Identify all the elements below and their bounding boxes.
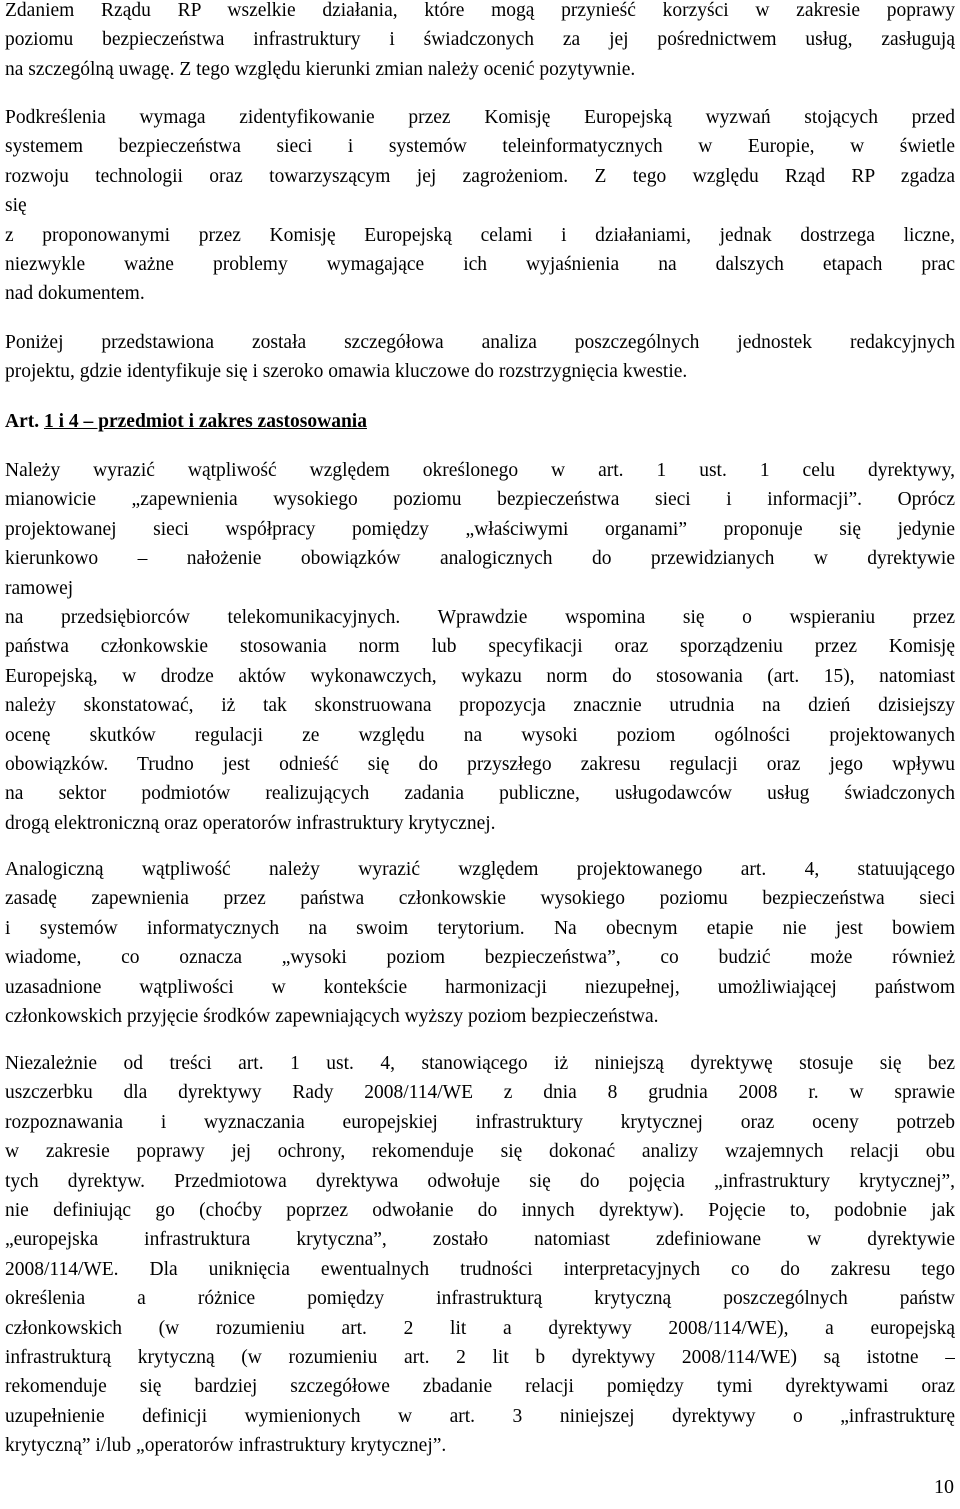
text-line: na szczególną uwagę. Z tego względu kierunki zmian należy ocenić pozytywnie.	[5, 58, 636, 80]
heading-prefix: Art.	[5, 411, 40, 432]
text-line: obowiązków. Trudno jest odnieść się do przyszłego zakresu regulacji oraz jego wpływu	[5, 754, 955, 776]
paragraph-critical-infrastructure	[5, 1049, 955, 1461]
text-line: kierunkowo – nałożenie obowiązków analogicznych do przewidzianych w dyrektywie	[5, 548, 955, 570]
text-line: Analogiczną wątpliwość należy wyrazić względem projektowanego art. 4, statuującego	[5, 859, 955, 880]
text-line: w zakresie poprawy jej ochrony, rekomenduje się dokonać analizy wzajemnych relacji obu	[5, 1141, 955, 1163]
text-line: członkowskich przyjęcie środków zapewniających wyższy poziom bezpieczeństwa.	[5, 1006, 659, 1028]
text-line: Należy wyrazić wątpliwość względem określonego w art. 1 ust. 1 celu dyrektywy,	[5, 460, 955, 481]
text-line: na przedsiębiorców telekomunikacyjnych. Wprawdzie wspomina się o wspieraniu przez	[5, 607, 955, 629]
text-line: Poniżej przedstawiona została szczegółowa analiza poszczególnych jednostek redakcyjnych	[5, 332, 955, 353]
text-line: ocenę skutków regulacji ze względu na wysoki poziom ogólności projektowanych	[5, 724, 955, 746]
text-line: członkowskich (w rozumieniu art. 2 lit a dyrektywy 2008/114/WE), a europejską	[5, 1317, 955, 1339]
paragraph-art4-doubts	[5, 855, 955, 1031]
text-line: uzasadnione wątpliwości w kontekście harmonizacji niezupełnej, umożliwiającej państwom	[5, 976, 955, 998]
text-line: ramowej	[5, 577, 74, 599]
paragraph-challenges	[5, 103, 955, 309]
text-line: z proponowanymi przez Komisję Europejską celami i działaniami, jednak dostrzega liczne,	[5, 224, 955, 246]
text-line: uszczerbku dla dyrektywy Rady 2008/114/WE z dnia 8 grudnia 2008 r. w sprawie	[5, 1082, 955, 1104]
text-line: nie definiując go (choćby poprzez odwołanie do innych dyrektyw). Pojęcie to, podobnie jak	[5, 1200, 955, 1222]
text-line: należy skonstatować, iż tak skonstruowana propozycja znacznie utrudnia na dzień dzisiejszy	[5, 695, 955, 717]
heading-title: 1 i 4 – przedmiot i zakres zastosowania	[43, 411, 367, 432]
text-line: Niezależnie od treści art. 1 ust. 4, stanowiącego iż niniejszą dyrektywę stosuje się bez	[5, 1053, 955, 1074]
text-line: i systemów informatycznych na swoim terytorium. Na obecnym etapie nie jest bowiem	[5, 917, 955, 939]
text-line: drogą elektroniczną oraz operatorów infrastruktury krytycznej.	[5, 812, 496, 834]
text-line: projektu, gdzie identyfikuje się i szeroko omawia kluczowe do rozstrzygnięcia kwestie.	[5, 361, 688, 383]
paragraph-intro	[5, 0, 955, 84]
text-line: mianowicie „zapewnienia wysokiego poziomu bezpieczeństwa sieci i informacji”. Oprócz	[5, 489, 955, 511]
text-line: poziomu bezpieczeństwa infrastruktury i świadczonych za jej pośrednictwem usług, zasługują	[5, 29, 955, 51]
text-line: 2008/114/WE. Dla uniknięcia ewentualnych trudności interpretacyjnych co do zakresu tego	[5, 1258, 955, 1280]
text-line: „europejska infrastruktura krytyczna”, zostało natomiast zdefiniowane w dyrektywie	[5, 1229, 955, 1251]
text-line: tych dyrektyw. Przedmiotowa dyrektywa odwołuje się do pojęcia „infrastruktury krytycznej”,	[5, 1170, 955, 1192]
text-line: określenia a różnice pomiędzy infrastrukturą krytyczną poszczególnych państw	[5, 1288, 955, 1310]
paragraph-analysis-intro	[5, 328, 955, 387]
section-heading	[5, 407, 955, 436]
text-line: Europejską, w drodze aktów wykonawczych, wykazu norm do stosowania (art. 15), natomiast	[5, 665, 955, 687]
page-number: 10	[934, 1476, 954, 1498]
text-line: systemem bezpieczeństwa sieci i systemów teleinformatycznych w Europie, w świetle	[5, 136, 955, 158]
text-line: projektowanej sieci współpracy pomiędzy „właściwymi organami” proponuje się jedynie	[5, 518, 955, 540]
text-line: rozwoju technologii oraz towarzyszącym jej zagrożeniom. Z tego względu Rząd RP zgadza	[5, 165, 955, 187]
text-line: Podkreślenia wymaga zidentyfikowanie przez Komisję Europejską wyzwań stojących przed	[5, 107, 955, 128]
text-line: nad dokumentem.	[5, 283, 145, 305]
text-line: się	[5, 195, 27, 217]
text-line: na sektor podmiotów realizujących zadania publiczne, usługodawców usług świadczonych	[5, 783, 955, 805]
text-line: rekomenduje się bardziej szczegółowe zbadanie relacji pomiędzy tymi dyrektywami oraz	[5, 1376, 955, 1398]
text-line: niezwykle ważne problemy wymagające ich wyjaśnienia na dalszych etapach prac	[5, 254, 955, 276]
paragraph-art1-doubts	[5, 456, 955, 838]
text-line: krytyczną” i/lub „operatorów infrastruktury krytycznej”.	[5, 1435, 447, 1457]
text-line: zasadę zapewnienia przez państwa członkowskie wysokiego poziomu bezpieczeństwa sieci	[5, 888, 955, 910]
text-line: państwa członkowskie stosowania norm lub specyfikacji oraz sporządzeniu przez Komisję	[5, 636, 955, 658]
text-line: wiadome, co oznacza „wysoki poziom bezpieczeństwa”, co budzić może również	[5, 947, 955, 969]
text-line: uzupełnienie definicji wymienionych w art. 3 niniejszej dyrektywy o „infrastrukturę	[5, 1405, 955, 1427]
text-line: infrastrukturą krytyczną (w rozumieniu art. 2 lit b dyrektywy 2008/114/WE) są istotne –	[5, 1347, 955, 1369]
text-line: Zdaniem Rządu RP wszelkie działania, które mogą przynieść korzyści w zakresie poprawy	[5, 0, 955, 21]
text-line: rozpoznawania i wyznaczania europejskiej infrastruktury krytycznej oraz oceny potrzeb	[5, 1111, 955, 1133]
